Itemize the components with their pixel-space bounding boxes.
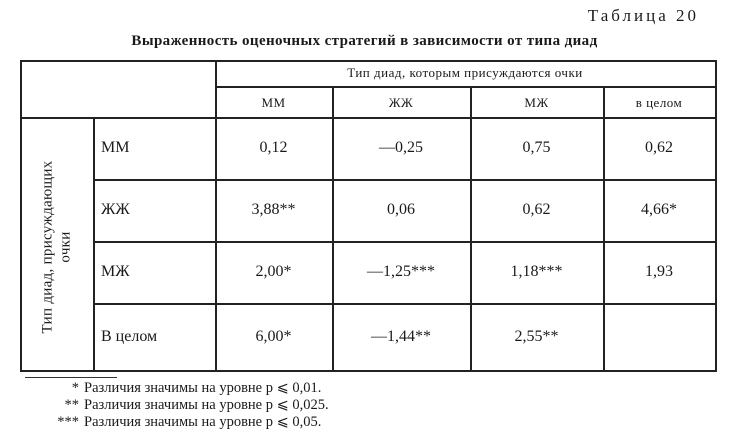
footnote-divider <box>25 377 117 378</box>
table-cell: 6,00* <box>255 327 292 345</box>
table-number: Таблица 20 <box>587 6 699 25</box>
table-cell: 0,62 <box>645 139 673 156</box>
footnote-text: Различия значимы на уровне p ⩽ 0,025. <box>84 397 329 413</box>
table-cell: 3,88** <box>251 201 296 218</box>
table-cell <box>603 303 715 370</box>
data-table <box>20 60 717 372</box>
footnote <box>0 380 329 397</box>
table-cell: —0,25 <box>379 139 423 156</box>
rule-right <box>715 60 717 372</box>
rule-bottom <box>20 370 717 372</box>
table-cell: 1,93 <box>645 263 673 280</box>
table-cell: 0,75 <box>522 139 551 156</box>
table-cell: 4,66* <box>641 201 677 218</box>
footnotes <box>0 380 329 431</box>
footnote-text: Различия значимы на уровне p ⩽ 0,05. <box>84 414 322 430</box>
column-header-mzh: МЖ <box>524 94 549 110</box>
footnote <box>0 414 329 431</box>
table-title: Выраженность оценочных стратегий в зависимости от типа диад <box>131 33 598 49</box>
column-header-mm: ММ <box>261 94 286 110</box>
table-cell: —1,25*** <box>367 263 435 280</box>
row-group-header: Тип диад, присуждающих очки <box>39 160 74 334</box>
table-cell: —1,44** <box>371 327 431 345</box>
row-label-mm: ММ <box>101 139 130 156</box>
footnote-text: Различия значимы на уровне p ⩽ 0,01. <box>84 380 322 396</box>
table-cell: 0,12 <box>259 139 288 156</box>
column-header-zhzh: ЖЖ <box>388 94 414 110</box>
table-cell: 1,18*** <box>510 263 563 280</box>
table-cell: 0,06 <box>387 201 415 218</box>
table-cell: 2,55** <box>514 327 559 345</box>
row-label-zhzh: ЖЖ <box>101 201 130 218</box>
footnote-mark: * <box>71 380 79 396</box>
table-cell: 2,00* <box>255 263 292 280</box>
row-label-total: В целом <box>101 327 158 345</box>
table-cell: 0,62 <box>522 201 551 218</box>
footnote <box>0 397 329 414</box>
row-label-mzh: МЖ <box>101 263 130 280</box>
column-group-header: Тип диад, которым присуждаются очки <box>347 65 583 80</box>
footnote-mark: ** <box>64 397 79 413</box>
column-header-total: в целом <box>635 94 683 110</box>
footnote-mark: *** <box>57 414 79 430</box>
